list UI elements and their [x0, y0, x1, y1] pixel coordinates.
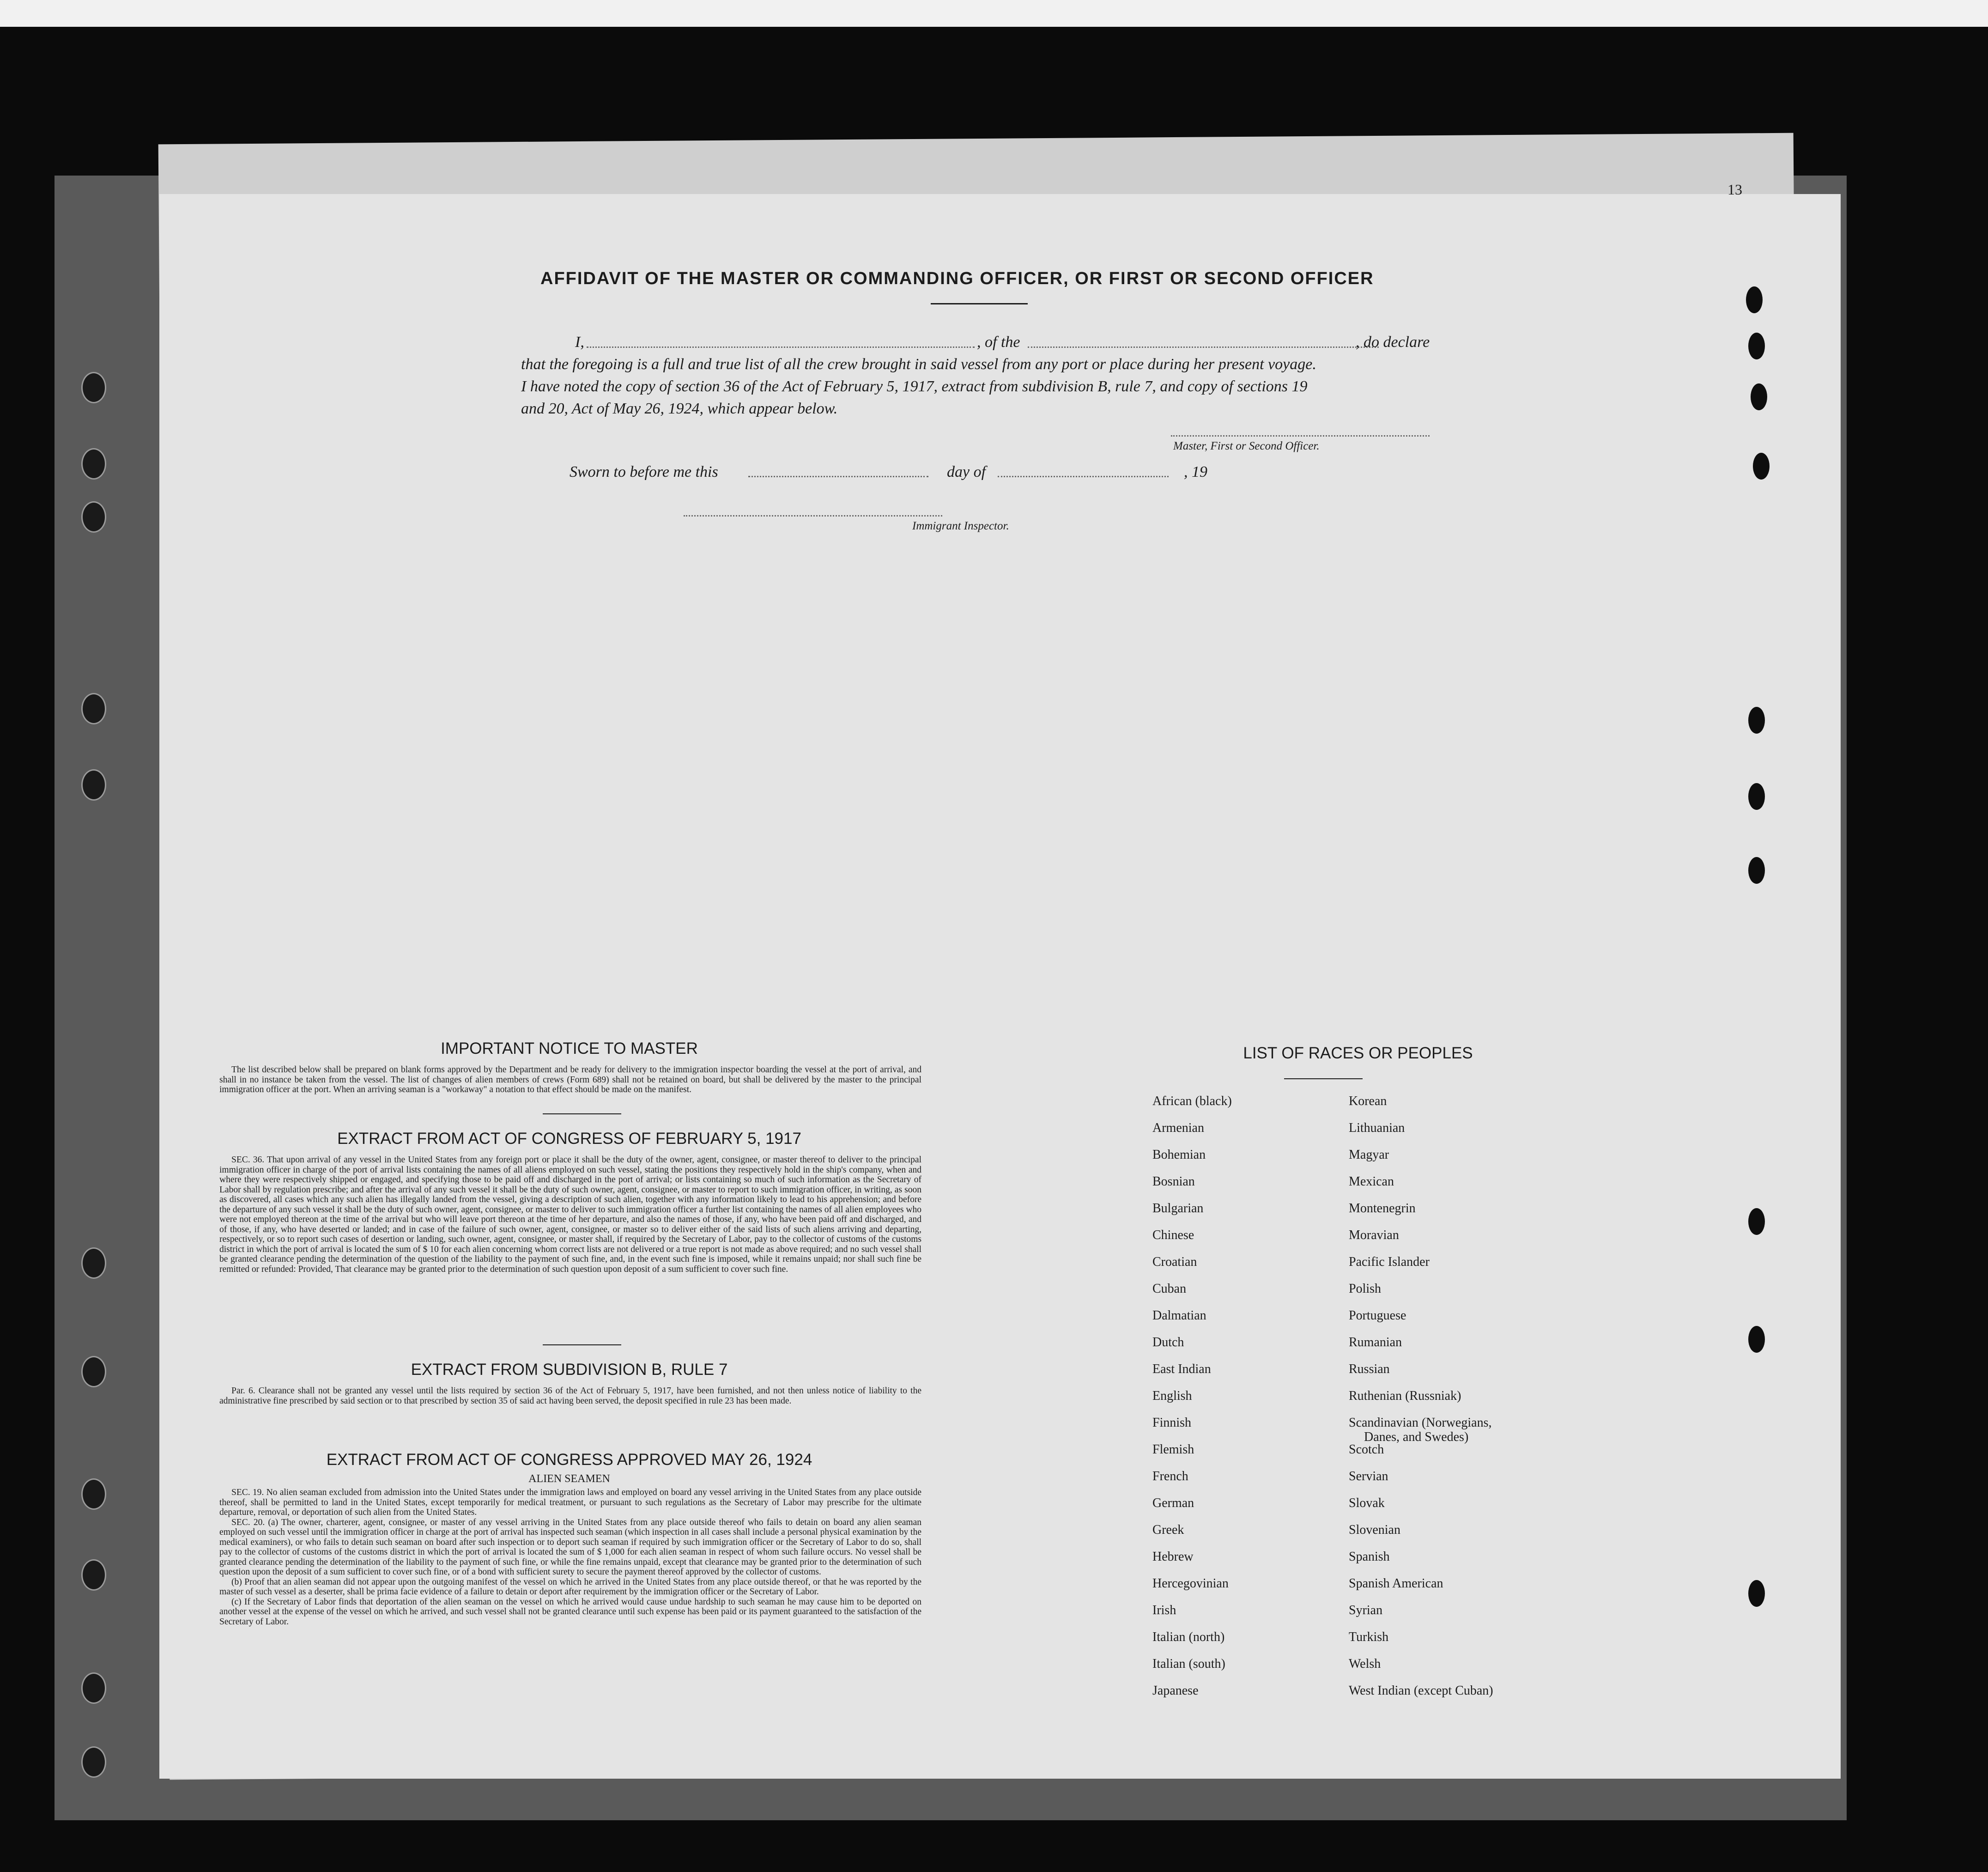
punch-hole [1748, 333, 1765, 359]
race-item: Servian [1349, 1469, 1388, 1483]
race-item: German [1152, 1496, 1194, 1510]
sec-20a: SEC. 20. (a) The owner, charterer, agent, consignee, or master of any vessel arriving in the United States from any place outside thereof who fails to detain on board any alien seaman employed on such vessel until the immigration officer in charge at the port of arrival has inspected such seaman (which inspection in all cases shall include a personal physical examination by the medical examiners), or who fails to detain such seaman on board after such inspection or to deport such seaman if required by such immigration officer or the Secretary of Labor to do so, shall pay to the collector of customs of the customs district in which the port of arrival is located the sum of $ 1,000 for each alien seaman in respect of whom such failure occurs. No vessel shall be granted clearance pending the determination of the liability to the payment of such fine, or while the fine remains unpaid, except that clearance may be granted prior to the determination of such question upon the deposit of a sum sufficient to cover such fine, or of a bond with sufficient surety to secure the payment thereof approved by the collector of customs. [219, 1517, 921, 1577]
affidavit-do-declare: , do declare [1356, 334, 1430, 351]
race-item: Montenegrin [1349, 1201, 1416, 1216]
sheet-number: 13 [1727, 181, 1742, 198]
extract-1924-text [219, 1488, 921, 1627]
extract-1917-heading: EXTRACT FROM ACT OF CONGRESS OF FEBRUARY 5, 1917 [337, 1130, 801, 1148]
punch-hole [81, 1559, 106, 1591]
punch-hole [81, 1247, 106, 1279]
race-item: Syrian [1349, 1603, 1383, 1617]
race-item: Polish [1349, 1282, 1382, 1296]
race-item: Bosnian [1152, 1174, 1195, 1189]
race-item: Chinese [1152, 1228, 1194, 1242]
race-item: Finnish [1152, 1416, 1192, 1430]
race-item: Turkish [1349, 1630, 1389, 1644]
race-item: Scotch [1349, 1442, 1384, 1457]
punch-hole [81, 501, 106, 533]
extract-rule7-text: Par. 6. Clearance shall not be granted any vessel until the lists required by section 36 of the Act of February 5, 1917, have been furnished, and not then unless notice of liability to the administrative fine prescribed by said section or to that prescribed by section 35 of said act having been served, the deposit specified in rule 23 has been made. [219, 1386, 921, 1406]
race-item: Bulgarian [1152, 1201, 1204, 1216]
race-item: Cuban [1152, 1282, 1187, 1296]
section-divider [543, 1344, 621, 1345]
sec-20c: (c) If the Secretary of Labor finds that deportation of the alien seaman on the vessel on which he arrived would cause undue hardship to such seaman he may cause him to be deported on another vessel at the expense of the vessel on which he arrived, and such vessel shall not be granted clearance until such expense has been paid or its payment guaranteed to the satisfaction of the Secretary of Labor. [219, 1597, 921, 1627]
punch-hole [1748, 1326, 1765, 1353]
notice-text: The list described below shall be prepared on blank forms approved by the Department and be ready for delivery to the immigration inspector boarding the vessel at the port of arrival, and shall in no instance be taken from the vessel. The list of changes of alien members of crews (Form 689) shall not be retained on board, but shall be delivered by the master to the principal immigration officer at the port. When an arriving seaman is a "workaway" a notation to that effect should be made on the manifest. [219, 1065, 921, 1094]
race-item: Korean [1349, 1094, 1387, 1108]
race-item: Flemish [1152, 1442, 1194, 1457]
title-rule [931, 303, 1028, 304]
race-item: Hercegovinian [1152, 1576, 1229, 1591]
punch-hole [81, 1356, 106, 1387]
sec-19: SEC. 19. No alien seaman excluded from admission into the United States under the immigration laws and employed on board any vessel arriving in the United States from any place outside thereof, shall be permitted to land in the United States, except temporarily for medical treatment, or pursuant to such regulations as the Secretary of Labor may prescribe for the ultimate departure, removal, or deportation of such alien from the United States. [219, 1488, 921, 1517]
race-item: Moravian [1349, 1228, 1399, 1242]
punch-hole [1751, 383, 1767, 410]
punch-hole [81, 1672, 106, 1704]
name-blank [587, 346, 975, 348]
race-item: Spanish American [1349, 1576, 1443, 1591]
race-item: Portuguese [1349, 1308, 1406, 1323]
race-item: Greek [1152, 1523, 1184, 1537]
inspector-caption: Immigrant Inspector. [912, 520, 1009, 532]
race-item: Magyar [1349, 1148, 1389, 1162]
punch-hole [1748, 857, 1765, 884]
race-item: Japanese [1152, 1684, 1199, 1698]
race-item: Scandinavian (Norwegians, [1349, 1416, 1492, 1430]
punch-hole [1748, 707, 1765, 734]
race-item: Hebrew [1152, 1550, 1194, 1564]
punch-hole [1746, 286, 1763, 313]
day-of-text: day of [947, 463, 986, 480]
race-item: Slovak [1349, 1496, 1385, 1510]
punch-hole [1748, 1208, 1765, 1235]
race-item: Italian (south) [1152, 1657, 1225, 1671]
sworn-text: Sworn to before me this [570, 463, 718, 480]
master-signature-line [1171, 435, 1430, 437]
punch-hole [81, 769, 106, 801]
affidavit-line-4: and 20, Act of May 26, 1924, which appear below. [521, 400, 838, 417]
punch-hole [81, 372, 106, 403]
race-item: Ruthenian (Russniak) [1349, 1389, 1461, 1403]
master-caption: Master, First or Second Officer. [1173, 440, 1320, 452]
day-blank [748, 476, 928, 477]
affidavit-line-2: that the foregoing is a full and true list of all the crew brought in said vessel from any port or place during her present voyage. [521, 356, 1316, 373]
race-item: Welsh [1349, 1657, 1381, 1671]
race-item: Lithuanian [1349, 1121, 1405, 1135]
race-continuation: Danes, and Swedes) [1364, 1430, 1469, 1444]
race-item: Pacific Islander [1349, 1255, 1430, 1269]
extract-1924-heading: EXTRACT FROM ACT OF CONGRESS APPROVED MAY 26, 1924 [326, 1451, 812, 1469]
inspector-signature-line [684, 515, 942, 517]
race-item: Armenian [1152, 1121, 1204, 1135]
year-text: , 19 [1184, 463, 1207, 480]
manifest-sheet [159, 181, 1841, 1779]
race-item: Slovenian [1349, 1523, 1400, 1537]
affidavit-i: I, [575, 334, 584, 351]
vessel-blank [1028, 346, 1379, 348]
race-item: Bohemian [1152, 1148, 1206, 1162]
race-item: French [1152, 1469, 1188, 1483]
punch-hole [81, 1478, 106, 1510]
race-item: Spanish [1349, 1550, 1390, 1564]
section-divider [543, 1113, 621, 1114]
race-item: Irish [1152, 1603, 1176, 1617]
extract-rule7-heading: EXTRACT FROM SUBDIVISION B, RULE 7 [411, 1361, 728, 1379]
punch-hole [81, 693, 106, 724]
race-item: African (black) [1152, 1094, 1232, 1108]
punch-hole [81, 1746, 106, 1778]
affidavit-of-the: , of the [977, 334, 1020, 351]
races-rule [1284, 1078, 1363, 1079]
notice-heading: IMPORTANT NOTICE TO MASTER [441, 1039, 698, 1058]
race-item: East Indian [1152, 1362, 1211, 1376]
extract-1917-text: SEC. 36. That upon arrival of any vessel in the United States from any foreign port or place it shall be the duty of the owner, agent, consignee, or master thereof to deliver to the principal immigration officer in charge of the port of arrival lists containing the names of all aliens employed on such vessel, stating the positions they respectively hold in the ship's company, when and where they were respectively shipped or engaged, and specifying those to be paid off and discharged in the port of arrival; or lists containing so much of such information as the Secretary of Labor shall by regulation prescribe; and after the arrival of any such vessel it shall be the duty of such owner, agent, consignee, or master to report to such immigration officer, in writing, as soon as discovered, all cases which any such alien has illegally landed from the vessel, giving a description of such alien, together with any information likely to lead to his apprehension; and before the departure of any such vessel it shall be the duty of such owner, agent, consignee, or master to deliver to such immigration officer a further list containing the names of all alien employees who were not employed thereon at the time of the arrival but who will leave port thereon at the time of her departure, and also the names of those, if any, who have been paid off and discharged, and of those, if any, who have deserted or landed; and in case of the failure of such owner, agent, consignee, or master so to deliver either of the said lists of such aliens arriving and departing, respectively, or so to report such cases of desertion or landing, such owner, agent, consignee, or master shall, if required by the Secretary of Labor, pay to the collector of customs of the customs district in which the port of arrival is located the sum of $ 10 for each alien concerning whom correct lists are not delivered or a true report is not made as above required; and no such vessel shall be granted clearance pending the determination of the question of the liability to the payment of such fine, and, in the event such fine is imposed, while it remains unpaid; nor shall such fine be remitted or refunded: Provided, That clearance may be granted prior to the determination of such question upon deposit of a sum sufficient to cover such fine. [219, 1155, 921, 1274]
race-item: Russian [1349, 1362, 1390, 1376]
race-item: Dalmatian [1152, 1308, 1206, 1323]
race-item: Italian (north) [1152, 1630, 1225, 1644]
race-item: West Indian (except Cuban) [1349, 1684, 1493, 1698]
race-item: Dutch [1152, 1335, 1184, 1349]
scan-top-strip [0, 0, 1988, 27]
race-item: Croatian [1152, 1255, 1197, 1269]
month-blank [998, 476, 1169, 477]
race-item: English [1152, 1389, 1192, 1403]
punch-hole [1748, 1580, 1765, 1607]
extract-1924-subheading: ALIEN SEAMEN [528, 1473, 610, 1485]
punch-hole [81, 448, 106, 480]
affidavit-title: AFFIDAVIT OF THE MASTER OR COMMANDING OFFICER, OR FIRST OR SECOND OFFICER [540, 269, 1374, 288]
race-item: Rumanian [1349, 1335, 1402, 1349]
races-heading: LIST OF RACES OR PEOPLES [1243, 1044, 1473, 1062]
affidavit-line-3: I have noted the copy of section 36 of the Act of February 5, 1917, extract from subdivision B, rule 7, and copy of sections 19 [521, 378, 1308, 395]
punch-hole [1748, 783, 1765, 810]
sec-20b: (b) Proof that an alien seaman did not appear upon the outgoing manifest of the vessel on which he arrived in the United States from any place outside thereof, or that he was reported by the master of such vessel as a deserter, shall be prima facie evidence of a failure to detain or deport after requirement by the immigration officer or the Secretary of Labor. [219, 1577, 921, 1597]
punch-hole [1753, 453, 1770, 480]
race-item: Mexican [1349, 1174, 1394, 1189]
